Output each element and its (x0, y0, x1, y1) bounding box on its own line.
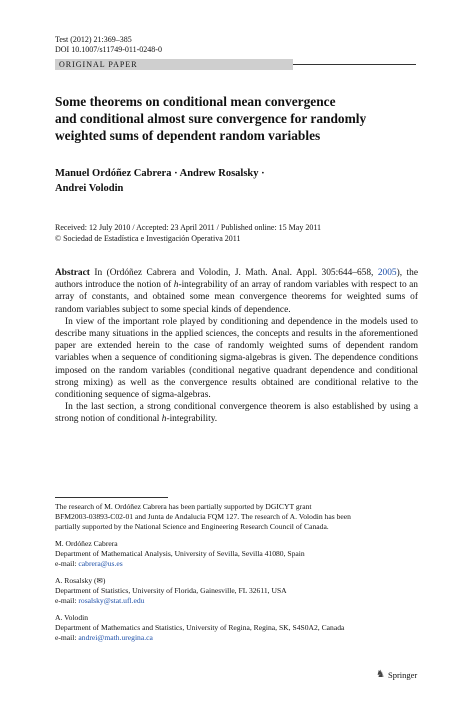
email-link[interactable]: rosalsky@stat.ufl.edu (78, 596, 145, 605)
affiliation-email-line (55, 633, 425, 643)
abstract-paragraph-2: In view of the important role played by conditioning and dependence in the models used to describe many situations in the applied sciences, the concepts and results in the aforementioned paper are extended herein to the case of randomly weighted sums of dependent random variables when a sequence of conditioning sigma-algebras is given. The dependence conditions imposed on the random variables (conditional negative quadrant dependence and conditional strong mixing) as well as the convergence results obtained are conditional relative to the conditioning sequence of sigma-algebras. (55, 316, 418, 401)
copyright-line: © Sociedad de Estadística e Investigación Operativa 2011 (55, 234, 241, 243)
abstract-section (55, 267, 418, 426)
abstract-text-part: In (Ordóñez Cabrera and Volodin, J. Math. Anal. Appl. 305:644–658, (89, 268, 378, 278)
publisher-name: Springer (387, 669, 418, 680)
publication-dates (55, 222, 425, 244)
received-accepted-line: Received: 12 July 2010 / Accepted: 23 April 2011 / Published online: 15 May 2011 (55, 223, 322, 232)
email-link[interactable]: andrei@math.uregina.ca (78, 633, 153, 642)
affiliation-department: Department of Statistics, University of Florida, Gainesville, FL 32611, USA (55, 586, 287, 595)
journal-citation: Test (2012) 21:369–385 (55, 35, 132, 44)
funding-line: partially supported by the National Science and Engineering Research Council of Canada. (55, 522, 329, 531)
section-label: ORIGINAL PAPER (59, 60, 138, 69)
journal-header (55, 35, 162, 55)
email-label: e-mail: (55, 559, 79, 568)
affiliation-department: Department of Mathematics and Statistics, University of Regina, Regina, SK, S4S0A2, Canada (55, 623, 345, 632)
affiliation-name: A. Rosalsky (✉) (55, 576, 106, 585)
abstract-paragraph-3 (55, 401, 418, 425)
abstract-text-part: -integrability of an array of random variables with respect to an array of constants, and obtained some mean convergence theorems for weighted sums of random variables subject to some special kinds of dependence. (55, 280, 418, 315)
affiliation-name: A. Volodin (55, 613, 89, 622)
affiliation-volodin (55, 613, 425, 643)
doi-line: DOI 10.1007/s11749-011-0248-0 (55, 45, 162, 54)
authors-line-2: Andrei Volodin (55, 183, 124, 194)
email-label: e-mail: (55, 596, 79, 605)
title-line-3: weighted sums of dependent random variables (55, 128, 321, 143)
paper-title (55, 93, 425, 144)
email-link[interactable]: cabrera@us.es (78, 559, 123, 568)
title-line-1: Some theorems on conditional mean convergence (55, 94, 336, 109)
abstract-label: Abstract (55, 268, 90, 278)
funding-line: BFM2003-03893-C02-01 and Junta de Andalucia FQM 127. The research of A. Volodin has been (55, 512, 351, 521)
math-h: h (173, 280, 179, 291)
author-list (55, 166, 355, 196)
header-rule (293, 64, 416, 65)
publisher-logo (376, 669, 417, 680)
funding-note (55, 502, 425, 532)
affiliation-email-line (55, 559, 425, 569)
affiliation-email-line (55, 596, 425, 606)
affiliation-department: Department of Mathematical Analysis, University of Sevilla, Sevilla 41080, Spain (55, 549, 305, 558)
affiliation-cabrera (55, 539, 425, 569)
abstract-text-part: -integrability. (166, 414, 218, 425)
title-line-2: and conditional almost sure convergence for randomly (55, 111, 367, 126)
email-label: e-mail: (55, 633, 79, 642)
authors-line-1: Manuel Ordóñez Cabrera · Andrew Rosalsky · (55, 168, 265, 179)
affiliation-name: M. Ordóñez Cabrera (55, 539, 118, 548)
footnote-rule (55, 497, 168, 498)
funding-line: The research of M. Ordóñez Cabrera has been partially supported by DGICYT grant (55, 502, 312, 511)
footnotes (55, 502, 425, 650)
citation-year-link[interactable]: 2005 (377, 268, 397, 278)
math-h: h (161, 414, 167, 425)
abstract-text-part: ), the authors introduce the notion of (55, 268, 418, 291)
abstract-paragraph-1 (55, 267, 418, 316)
section-label-bar (55, 59, 293, 70)
abstract-text-part: In the last section, a strong conditional convergence theorem is also established by using a strong notion of conditional (55, 402, 418, 425)
affiliation-rosalsky (55, 576, 425, 606)
springer-horse-icon: ♞ (376, 669, 385, 680)
